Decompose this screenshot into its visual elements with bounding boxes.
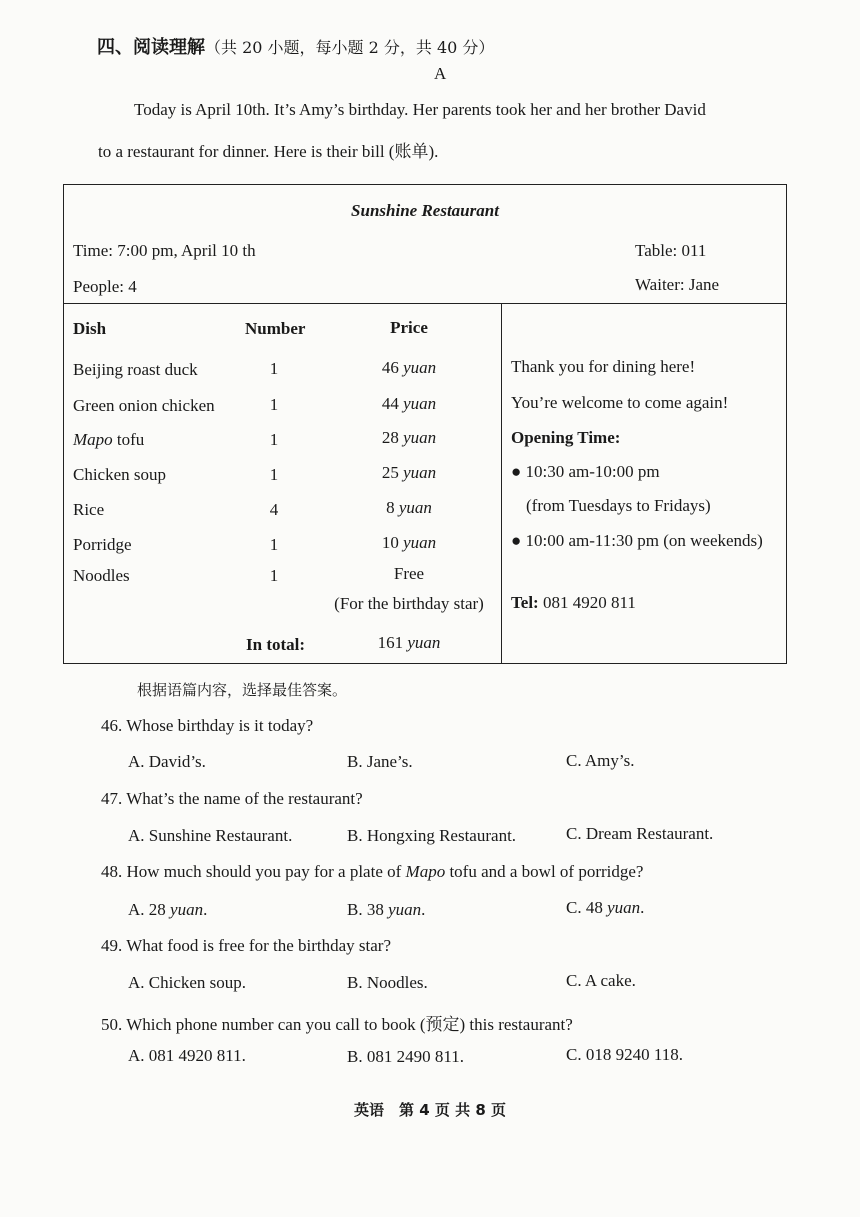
- dish-price: 46 yuan: [381, 358, 437, 377]
- header-price: Price: [390, 318, 428, 337]
- dish-number: 1: [269, 395, 279, 414]
- section-title: 四、阅读理解: [97, 37, 205, 58]
- bill-people: People: 4: [73, 277, 137, 296]
- option-c: C. A cake.: [566, 971, 636, 990]
- dish-price: 44 yuan: [381, 394, 437, 413]
- part-letter: A: [434, 64, 447, 83]
- question-48: 48. How much should you pay for a plate of Mapo tofu and a bowl of porridge?: [101, 862, 644, 881]
- dish-number: 1: [269, 359, 279, 378]
- intro-line-1: Today is April 10th. It’s Amy’s birthday. Her parents took her and her brother David: [134, 100, 706, 119]
- header-dish: Dish: [73, 319, 107, 338]
- instruction: 根据语篇内容，选择最佳答案。: [137, 681, 348, 699]
- option-b: B. 38 yuan.: [347, 900, 426, 919]
- page-footer: 英语 第 4 页 共 8 页: [354, 1101, 506, 1119]
- telephone: Tel: 081 4920 811: [511, 593, 636, 612]
- dish-name: Mapo tofu: [73, 430, 145, 449]
- dish-number: 1: [269, 430, 279, 449]
- total-label: In total:: [246, 635, 306, 654]
- question-47: 47. What’s the name of the restaurant?: [101, 789, 363, 808]
- option-c: C. 018 9240 118.: [566, 1045, 683, 1064]
- option-a: A. 081 4920 811.: [128, 1046, 246, 1065]
- question-50: 50. Which phone number can you call to book (预定) this restaurant?: [101, 1015, 573, 1034]
- section-heading: [97, 33, 494, 59]
- bill-time: Time: 7:00 pm, April 10 th: [73, 241, 256, 260]
- dish-price: 10 yuan: [381, 533, 437, 552]
- bill-restaurant-name: Sunshine Restaurant: [351, 201, 499, 220]
- thanks-text: Thank you for dining here!: [511, 357, 696, 376]
- dish-price: Free: [393, 564, 425, 583]
- question-46: 46. Whose birthday is it today?: [101, 716, 314, 735]
- dish-price: 25 yuan: [381, 463, 437, 482]
- section-score-note: （共 20 小题，每小题 2 分，共 40 分）: [205, 38, 495, 57]
- option-b: B. Jane’s.: [347, 752, 413, 771]
- bill-divider-horizontal: [64, 303, 786, 304]
- option-c: C. Amy’s.: [566, 751, 635, 770]
- option-a: A. 28 yuan.: [128, 900, 208, 919]
- option-b: B. 081 2490 811.: [347, 1047, 464, 1066]
- dish-number: 1: [269, 566, 279, 585]
- option-a: A. Sunshine Restaurant.: [128, 826, 293, 845]
- dish-name: Rice: [73, 500, 105, 519]
- welcome-text: You’re welcome to come again!: [511, 393, 729, 412]
- dish-name: Beijing roast duck: [73, 360, 198, 379]
- dish-number: 1: [269, 465, 279, 484]
- weekend-hours: ● 10:00 am-11:30 pm (on weekends): [511, 531, 763, 550]
- opening-time-label: Opening Time:: [511, 428, 621, 447]
- restaurant-bill: [63, 184, 787, 664]
- dish-name: Noodles: [73, 566, 130, 585]
- dish-number: 1: [269, 535, 279, 554]
- dish-name: Porridge: [73, 535, 132, 554]
- header-number: Number: [245, 319, 306, 338]
- dish-number: 4: [269, 500, 279, 519]
- birthday-free-note: (For the birthday star): [334, 594, 484, 613]
- option-c: C. 48 yuan.: [566, 898, 645, 917]
- weekday-hours: ● 10:30 am-10:00 pm: [511, 462, 660, 481]
- intro-line-2: to a restaurant for dinner. Here is their bill (账单).: [98, 142, 439, 161]
- question-49: 49. What food is free for the birthday star?: [101, 936, 392, 955]
- dish-name: Green onion chicken: [73, 396, 215, 415]
- total-amount: 161 yuan: [377, 633, 441, 652]
- option-b: B. Hongxing Restaurant.: [347, 826, 517, 845]
- option-a: A. David’s.: [128, 752, 206, 771]
- option-c: C. Dream Restaurant.: [566, 824, 714, 843]
- option-b: B. Noodles.: [347, 973, 428, 992]
- dish-price: 8 yuan: [386, 498, 432, 517]
- option-a: A. Chicken soup.: [128, 973, 247, 992]
- dish-price: 28 yuan: [381, 428, 437, 447]
- weekday-days: (from Tuesdays to Fridays): [526, 496, 711, 515]
- dish-name: Chicken soup: [73, 465, 167, 484]
- bill-waiter: Waiter: Jane: [635, 275, 720, 294]
- bill-table: Table: 011: [635, 241, 707, 260]
